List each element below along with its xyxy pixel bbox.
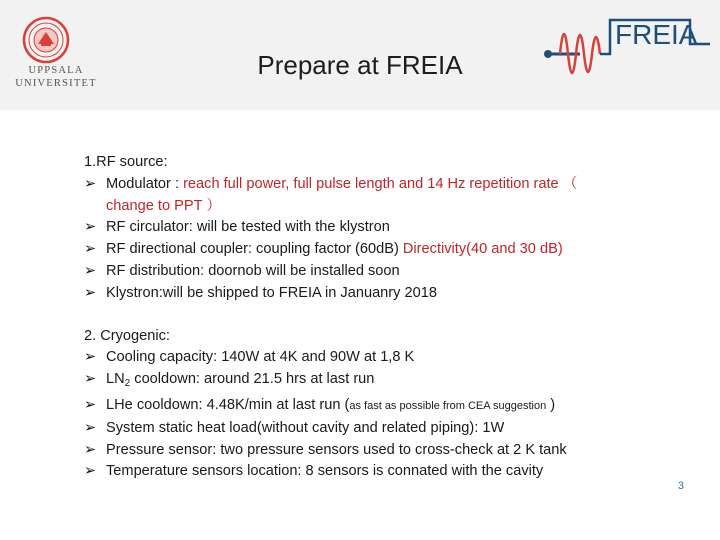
list-item-lhe (84, 395, 684, 418)
university-line-1: UPPSALA (28, 65, 84, 76)
item-label: RF distribution: doornob will be installed soon (106, 262, 400, 279)
item-end: ) (546, 396, 556, 413)
slide-body (84, 152, 684, 483)
item-label-pre: LN (106, 371, 125, 388)
arrowhead-bullet-icon: ➢ (84, 349, 97, 366)
list-item-ln2 (84, 369, 684, 395)
list-item-circulator (84, 217, 684, 239)
list-item-klystron (84, 283, 684, 305)
arrowhead-bullet-icon: ➢ (84, 463, 97, 480)
item-highlight: reach full power, full pulse length and 14 Hz repetition rate （ (183, 175, 578, 192)
page-number: 3 (677, 480, 684, 492)
item-label: System static heat load(without cavity and related piping): 1W (106, 419, 505, 436)
arrowhead-bullet-icon: ➢ (84, 284, 97, 301)
arrowhead-bullet-icon: ➢ (84, 419, 97, 436)
item-note: as fast as possible from CEA suggestion (349, 399, 547, 412)
section-heading-cryogenic: 2. Cryogenic: (84, 327, 170, 344)
list-item-coupler (84, 239, 684, 261)
item-highlight-continued: change to PPT ） (106, 197, 221, 214)
item-label: Pressure sensor: two pressure sensors used to cross-check at 2 K tank (106, 441, 567, 458)
list-item-temperature-sensor (84, 461, 684, 483)
item-label: Klystron:will be shipped to FREIA in Januanry 2018 (106, 284, 437, 301)
list-item-modulator-continued (84, 196, 684, 218)
slide-header (0, 0, 720, 110)
item-label: LHe cooldown: 4.48K/min at last run ( (106, 396, 350, 413)
arrowhead-bullet-icon: ➢ (84, 219, 97, 236)
list-item-cooling-capacity (84, 347, 684, 369)
slide-title: Prepare at FREIA (257, 50, 463, 80)
item-label: RF directional coupler: coupling factor (60dB) (106, 241, 403, 258)
item-subscript: 2 (124, 378, 131, 390)
arrowhead-bullet-icon: ➢ (84, 441, 97, 458)
arrowhead-bullet-icon: ➢ (84, 241, 97, 258)
list-item-heat-load (84, 418, 684, 440)
item-highlight: Directivity(40 and 30 dB) (402, 241, 563, 258)
list-item-distribution (84, 261, 684, 283)
section-spacer (84, 305, 684, 326)
item-label-post: cooldown: around 21.5 hrs at last run (130, 371, 375, 388)
arrowhead-bullet-icon: ➢ (84, 175, 97, 192)
list-item-modulator (84, 174, 684, 196)
item-label: Modulator : (106, 175, 184, 192)
item-label: Cooling capacity: 140W at 4K and 90W at 1,8 K (106, 349, 415, 366)
freia-logo-icon (540, 4, 716, 94)
arrowhead-bullet-icon: ➢ (84, 262, 97, 279)
freia-logo-text: FREIA (615, 19, 698, 50)
list-item-pressure-sensor (84, 440, 684, 462)
item-label: RF circulator: will be tested with the klystron (106, 219, 390, 236)
arrowhead-bullet-icon: ➢ (84, 396, 97, 413)
item-label: Temperature sensors location: 8 sensors is connated with the cavity (106, 463, 544, 480)
university-line-2: UNIVERSITET (15, 78, 97, 89)
section-heading-rf: 1.RF source: (84, 154, 168, 170)
arrowhead-bullet-icon: ➢ (84, 371, 97, 388)
university-name (6, 64, 106, 90)
